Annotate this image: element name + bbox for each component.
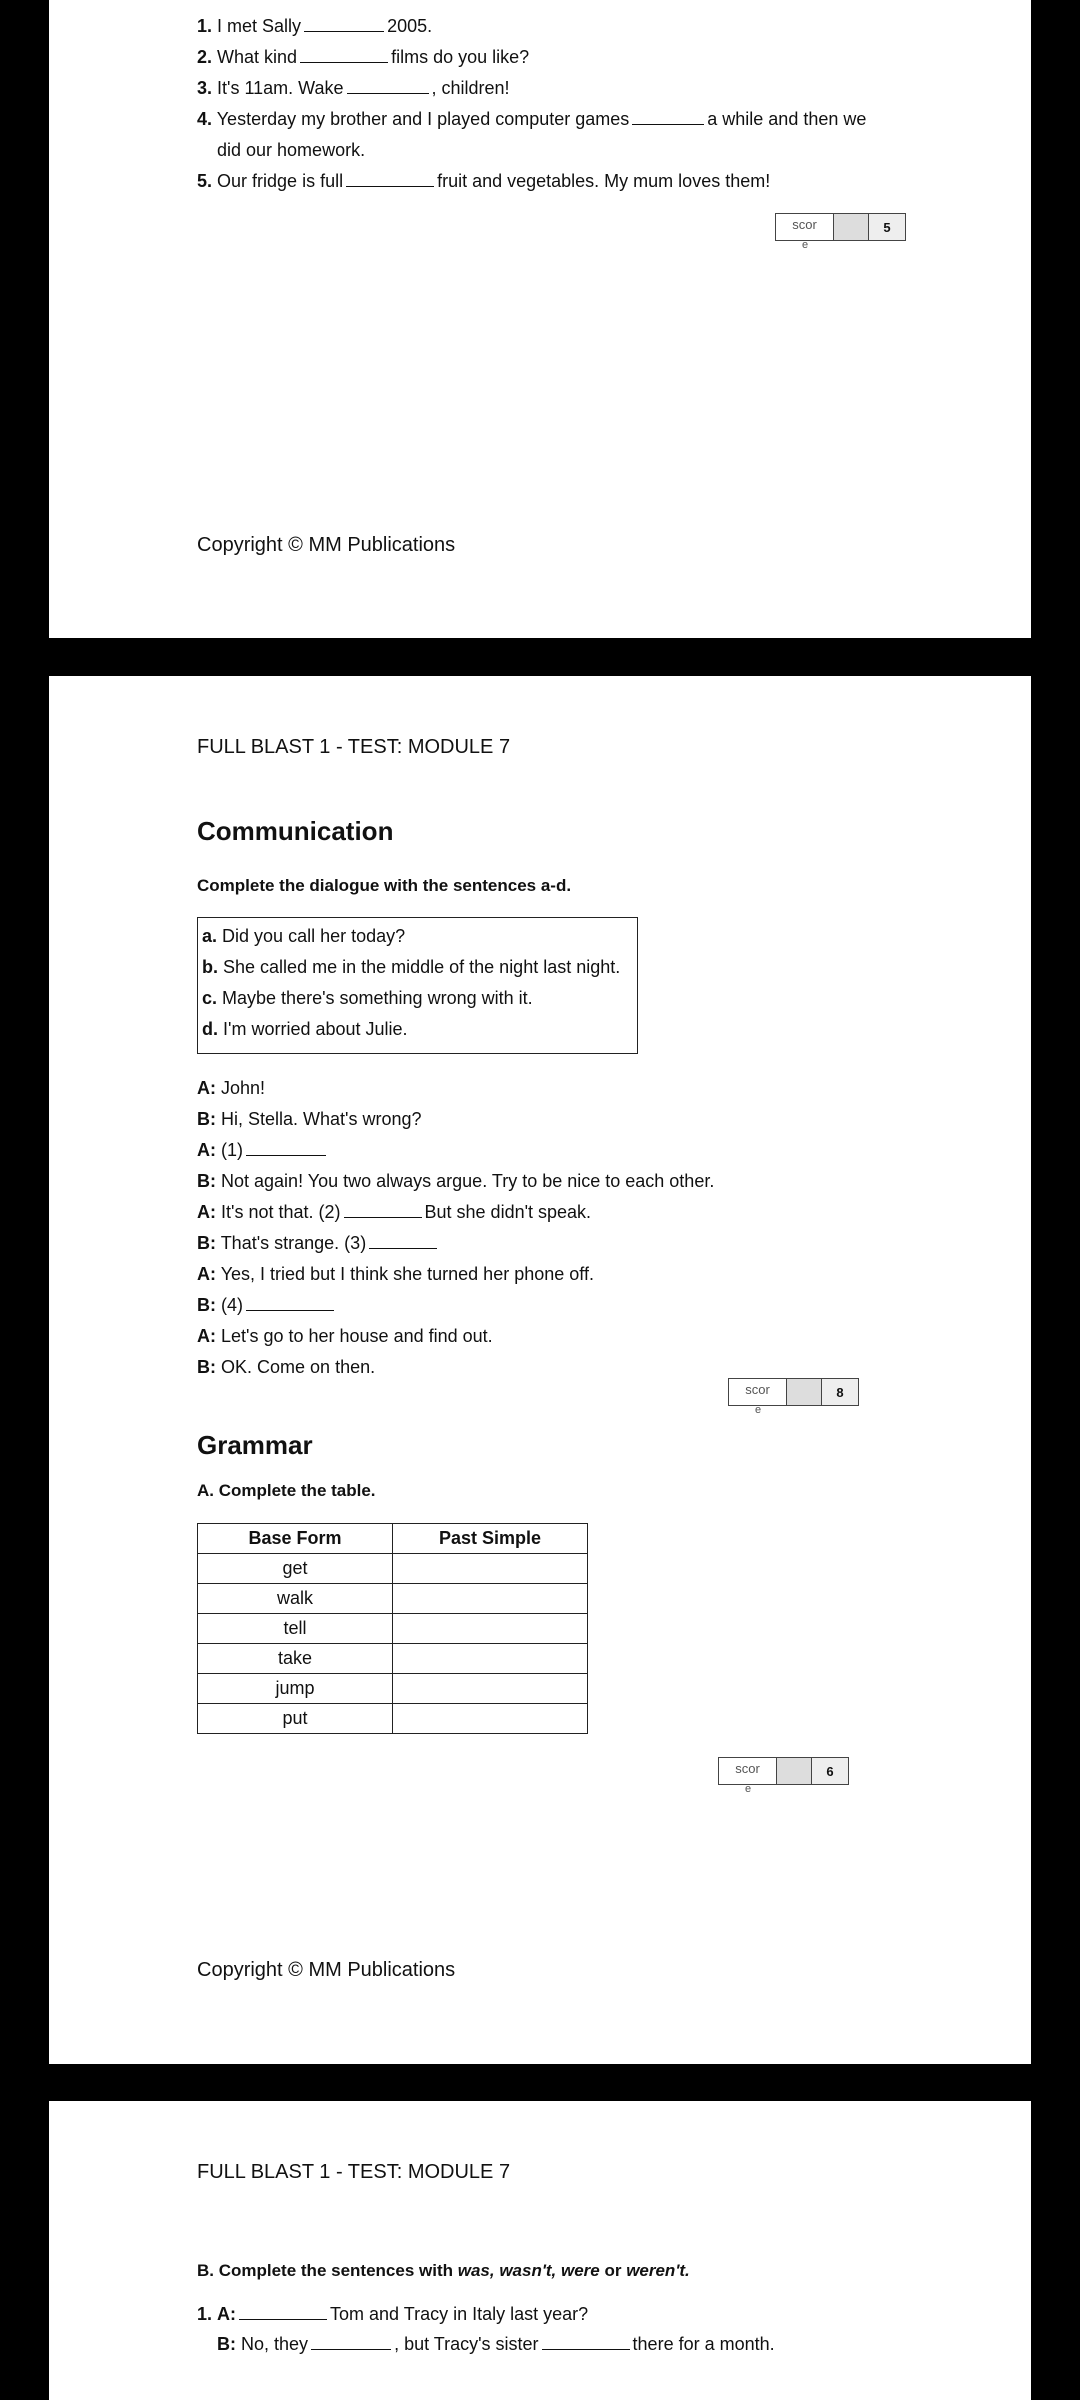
- speaker: A:: [197, 1326, 216, 1346]
- base-form-cell: get: [198, 1554, 393, 1584]
- answer-cell[interactable]: [393, 1554, 588, 1584]
- speaker: A:: [197, 1202, 216, 1222]
- answer-cell[interactable]: [393, 1614, 588, 1644]
- item-text: Our fridge is full: [217, 171, 344, 191]
- answer-blank[interactable]: [239, 2303, 327, 2320]
- score-input[interactable]: [834, 214, 869, 240]
- item-text: fruit and vegetables. My mum loves them!: [437, 171, 771, 191]
- answer-cell[interactable]: [393, 1704, 588, 1734]
- base-form-cell: walk: [198, 1584, 393, 1614]
- score-label: [719, 1758, 777, 1795]
- score-total: 5: [869, 214, 905, 240]
- speaker: B:: [197, 1357, 216, 1377]
- answer-blank[interactable]: [369, 1232, 437, 1249]
- option-letter: b.: [202, 957, 218, 977]
- answer-cell[interactable]: [393, 1644, 588, 1674]
- copyright: Copyright © MM Publications: [197, 1959, 456, 1981]
- speaker: B:: [217, 2334, 236, 2354]
- option-item: [202, 921, 633, 952]
- dialogue-text: It's not that. (2): [221, 1202, 341, 1222]
- exercise-item: [197, 2302, 588, 2326]
- base-form-cell: put: [198, 1704, 393, 1734]
- page-header: FULL BLAST 1 - TEST: MODULE 7: [197, 736, 511, 758]
- dialogue-line: [197, 1200, 591, 1224]
- exercise-item: [217, 2332, 775, 2356]
- option-text: She called me in the middle of the night last night.: [223, 957, 621, 977]
- score-label-wrap: e: [802, 239, 809, 251]
- verb-table: [197, 1523, 588, 1734]
- dialogue-line: [197, 1293, 337, 1317]
- item-text: , but Tracy's sister: [394, 2334, 539, 2354]
- table-row: [198, 1584, 588, 1614]
- table-row: [198, 1554, 588, 1584]
- instruction: A. Complete the table.: [197, 1481, 376, 1500]
- exercise-item: [197, 107, 866, 131]
- item-continuation: did our homework.: [217, 140, 366, 160]
- score-label-text: scor: [792, 217, 817, 232]
- instruction-text: B. Complete the sentences with: [197, 2261, 458, 2280]
- dialogue-text: But she didn't speak.: [424, 1202, 592, 1222]
- item-number: 1.: [197, 2304, 213, 2324]
- item-text: a while and then we: [707, 109, 867, 129]
- dialogue-text: Yes, I tried but I think she turned her phone off.: [220, 1264, 594, 1284]
- table-row: [198, 1704, 588, 1734]
- dialogue-line: [197, 1355, 375, 1379]
- item-number: 1.: [197, 16, 213, 36]
- answer-cell[interactable]: [393, 1674, 588, 1704]
- dialogue-line: [197, 1231, 440, 1255]
- score-label-text: scor: [735, 1761, 760, 1776]
- document-page-3: [49, 2101, 1031, 2400]
- speaker: B:: [197, 1233, 216, 1253]
- table-header-row: [198, 1524, 588, 1554]
- item-text: Yesterday my brother and I played computer games: [216, 109, 630, 129]
- answer-blank[interactable]: [632, 108, 704, 125]
- dialogue-text: Let's go to her house and find out.: [221, 1326, 493, 1346]
- score-box: [775, 213, 906, 251]
- answer-blank[interactable]: [344, 1201, 422, 1218]
- item-number: 2.: [197, 47, 213, 67]
- speaker: B:: [197, 1109, 216, 1129]
- answer-blank[interactable]: [304, 15, 384, 32]
- item-text: No, they: [241, 2334, 309, 2354]
- dialogue-text: OK. Come on then.: [221, 1357, 376, 1377]
- table-row: [198, 1644, 588, 1674]
- score-label: [729, 1379, 787, 1416]
- dialogue-line: [197, 1169, 714, 1193]
- option-item: [202, 1014, 633, 1045]
- instruction-text: or: [599, 2261, 627, 2280]
- page-header: FULL BLAST 1 - TEST: MODULE 7: [197, 2161, 511, 2183]
- item-number: 4.: [197, 109, 213, 129]
- answer-cell[interactable]: [393, 1584, 588, 1614]
- exercise-item: [197, 76, 510, 100]
- item-text: What kind: [217, 47, 298, 67]
- base-form-cell: tell: [198, 1614, 393, 1644]
- speaker: A:: [197, 1264, 216, 1284]
- score-label-text: scor: [745, 1382, 770, 1397]
- option-letter: c.: [202, 988, 218, 1008]
- dialogue-text: That's strange. (3): [220, 1233, 367, 1253]
- option-text: I'm worried about Julie.: [223, 1019, 408, 1039]
- item-text: there for a month.: [632, 2334, 775, 2354]
- copyright: Copyright © MM Publications: [197, 534, 456, 556]
- section-title: Grammar: [197, 1430, 313, 1460]
- answer-blank[interactable]: [346, 170, 434, 187]
- answer-blank[interactable]: [246, 1294, 334, 1311]
- item-text: It's 11am. Wake: [217, 78, 344, 98]
- dialogue-text: Hi, Stella. What's wrong?: [221, 1109, 422, 1129]
- document-page-2: [49, 676, 1031, 2064]
- answer-blank[interactable]: [311, 2333, 391, 2350]
- speaker: A:: [197, 1140, 216, 1160]
- speaker: B:: [197, 1295, 216, 1315]
- score-input[interactable]: [787, 1379, 822, 1405]
- base-form-cell: take: [198, 1644, 393, 1674]
- answer-blank[interactable]: [542, 2333, 630, 2350]
- item-text: , children!: [431, 78, 510, 98]
- column-header: Base Form: [198, 1524, 393, 1554]
- answer-blank[interactable]: [246, 1139, 326, 1156]
- options-box: [197, 917, 638, 1054]
- dialogue-line: [197, 1262, 594, 1286]
- exercise-item: [197, 14, 432, 38]
- dialogue-line: [197, 1138, 329, 1162]
- speaker: A:: [217, 2304, 237, 2324]
- instruction: [197, 2261, 690, 2281]
- item-text: films do you like?: [391, 47, 530, 67]
- table-row: [198, 1674, 588, 1704]
- option-letter: a.: [202, 926, 218, 946]
- document-page-1: [49, 0, 1031, 638]
- option-letter: d.: [202, 1019, 218, 1039]
- speaker: B:: [197, 1171, 216, 1191]
- dialogue-line: [197, 1076, 265, 1100]
- item-text: Tom and Tracy in Italy last year?: [330, 2304, 589, 2324]
- answer-blank[interactable]: [347, 77, 429, 94]
- section-title: Communication: [197, 816, 394, 846]
- base-form-cell: jump: [198, 1674, 393, 1704]
- dialogue-line: [197, 1107, 422, 1131]
- item-text: 2005.: [387, 16, 433, 36]
- dialogue-text: Not again! You two always argue. Try to be nice to each other.: [221, 1171, 715, 1191]
- table-row: [198, 1614, 588, 1644]
- column-header: Past Simple: [393, 1524, 588, 1554]
- score-box: [718, 1757, 849, 1795]
- dialogue-text: (1): [221, 1140, 244, 1160]
- dialogue-text: John!: [221, 1078, 266, 1098]
- item-number: 5.: [197, 171, 213, 191]
- score-box: [728, 1378, 859, 1416]
- item-text: I met Sally: [217, 16, 302, 36]
- score-input[interactable]: [777, 1758, 812, 1784]
- score-label-wrap: e: [745, 1783, 752, 1795]
- exercise-item: [197, 169, 770, 193]
- instruction-keywords: weren't.: [626, 2261, 690, 2280]
- score-total: 6: [812, 1758, 848, 1784]
- dialogue-line: [197, 1324, 493, 1348]
- dialogue-text: (4): [221, 1295, 244, 1315]
- score-total: 8: [822, 1379, 858, 1405]
- exercise-item: [197, 45, 529, 69]
- option-text: Maybe there's something wrong with it.: [222, 988, 533, 1008]
- instruction-keywords: was, wasn't, were: [457, 2261, 600, 2280]
- item-number: 3.: [197, 78, 213, 98]
- instruction: Complete the dialogue with the sentences a-d.: [197, 876, 572, 895]
- score-label: [776, 214, 834, 251]
- option-item: [202, 952, 633, 983]
- speaker: A:: [197, 1078, 216, 1098]
- score-label-wrap: e: [755, 1404, 762, 1416]
- answer-blank[interactable]: [300, 46, 388, 63]
- option-item: [202, 983, 633, 1014]
- option-text: Did you call her today?: [222, 926, 406, 946]
